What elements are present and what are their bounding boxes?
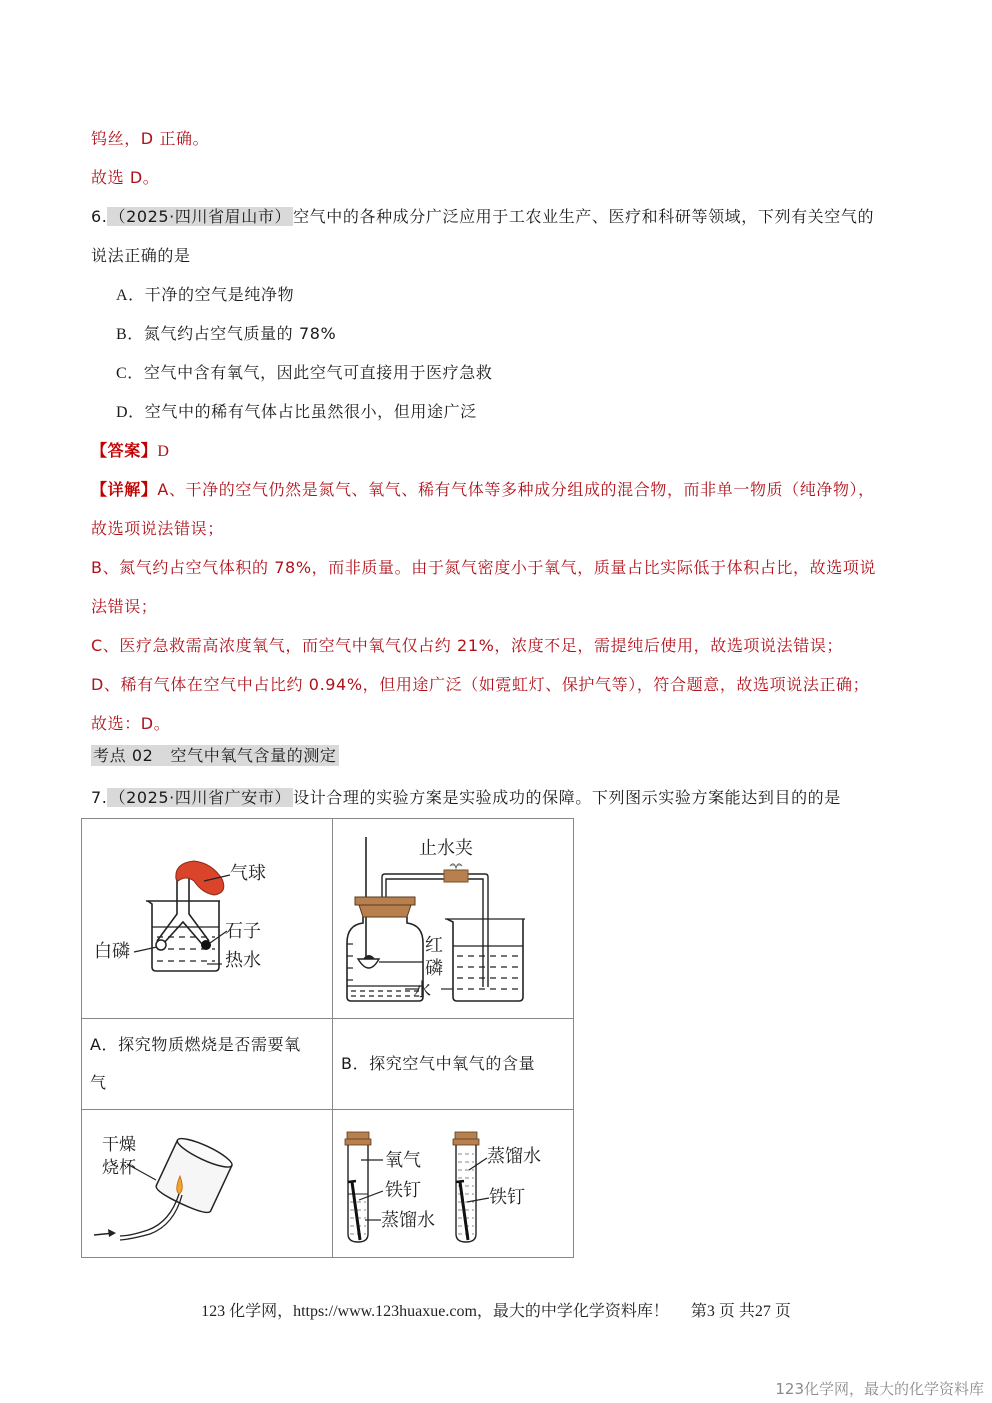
label-dry-1: 干燥: [102, 1135, 136, 1155]
stopper-icon: [355, 897, 415, 905]
detail-line-3: B、氮气约占空气体积的 78%，而非质量。由于氮气密度小于氧气，质量占比实际低于体积占比，故选项说: [91, 558, 877, 577]
option-b-cell: [333, 1019, 574, 1110]
detail-line-5: C、医疗急救需高浓度氧气，而空气中氧气仅占约 21%，浓度不足，需提纯后使用，故选项说法错误；: [91, 636, 844, 655]
page-number: 第3 页 共27 页: [690, 1303, 791, 1320]
prev-conclusion-line: 故选 D。: [91, 168, 160, 187]
experiment-table: [81, 818, 574, 1258]
question-6-stem-line-2: 说法正确的是: [91, 246, 191, 265]
detail-line-4: 法错误；: [91, 597, 158, 616]
page-footer: [0, 1298, 992, 1321]
answer-value: D: [157, 443, 170, 460]
label-clamp: 止水夹: [419, 838, 473, 859]
option-c: C．空气中含有氧气，因此空气可直接用于医疗急救: [116, 363, 493, 382]
question-number: 6.: [91, 207, 108, 226]
iron-nail-icon: [460, 1182, 468, 1240]
detail-line-2: 故选项说法错误；: [91, 519, 224, 538]
white-phosphorus-icon: [156, 940, 166, 950]
option-b-text: B．探究空气中氧气的含量: [341, 1054, 536, 1073]
clamp-icon: [444, 870, 468, 882]
option-a: A．干净的空气是纯净物: [116, 285, 295, 304]
watermark: 123化学网，最大的化学资料库: [775, 1380, 984, 1398]
answer-tag: 【答案】: [91, 441, 158, 460]
label-water: 水: [413, 980, 431, 1001]
label-nail-2: 铁钉: [489, 1187, 525, 1208]
prev-explanation-line: 钨丝，D 正确。: [91, 129, 210, 148]
label-hot-water: 热水: [225, 950, 261, 971]
footer-site-text: 123 化学网，https://www.123huaxue.com，最大的中学化学资料库！: [201, 1303, 669, 1320]
section-title: 空气中氧气含量的测定: [170, 746, 337, 765]
iron-nail-icon: [352, 1182, 360, 1240]
label-white-phosphorus: 白磷: [94, 941, 130, 962]
stone-icon: [201, 940, 211, 950]
detail-tag: 【详解】: [91, 480, 158, 499]
label-red-phosphorus-2: 磷: [425, 958, 443, 979]
option-a-cell: [82, 1019, 333, 1110]
option-a-text-line-2: 气: [90, 1073, 107, 1092]
question-7-stem: [91, 787, 841, 809]
detail-line-7: 故选：D。: [91, 714, 171, 733]
detail-line-1: 【详解】A、干净的空气仍然是氮气、氧气、稀有气体等多种成分组成的混合物，而非单一物质（纯净物），: [91, 480, 875, 499]
question-source: （2025·四川省广安市）: [109, 788, 292, 807]
label-red-phosphorus-1: 红: [425, 935, 443, 956]
label-oxygen: 氧气: [385, 1150, 421, 1171]
section-heading: [91, 745, 339, 767]
section-label: 考点 02: [93, 746, 154, 765]
label-water-2: 蒸馏水: [487, 1146, 541, 1167]
detail-line-6: D、稀有气体在空气中占比约 0.94%，但用途广泛（如霓虹灯、保护气等），符合题意，故选项说法正确；: [91, 675, 870, 694]
label-nail-1: 铁钉: [385, 1180, 421, 1201]
figure-a-cell: [82, 819, 333, 1019]
red-phosphorus-icon: [363, 955, 375, 959]
label-stone: 石子: [225, 921, 261, 942]
label-balloon: 气球: [230, 863, 266, 884]
figure-c-dry-beaker-setup: [82, 1110, 332, 1253]
arrow-icon: [108, 1229, 116, 1237]
question-source: （2025·四川省眉山市）: [109, 207, 292, 226]
figure-d-iron-rust-setup: [333, 1110, 573, 1253]
figure-c-cell: [82, 1110, 333, 1258]
label-water-1: 蒸馏水: [381, 1210, 435, 1231]
label-dry-2: 烧杯: [102, 1158, 136, 1178]
option-b: B．氮气约占空气质量的 78%: [116, 324, 337, 343]
figure-b-oxygen-measurement-setup: [333, 819, 573, 1014]
figure-a-combustion-setup: [82, 819, 332, 1014]
question-number: 7.: [91, 788, 108, 807]
option-a-text-line-1: A．探究物质燃烧是否需要氧: [90, 1035, 301, 1054]
question-stem: 设计合理的实验方案是实验成功的保障。下列图示实验方案能达到目的的是: [293, 788, 841, 807]
figure-d-cell: [333, 1110, 574, 1258]
question-stem: 空气中的各种成分广泛应用于工农业生产、医疗和科研等领域，下列有关空气的: [293, 207, 875, 226]
option-d: D．空气中的稀有气体占比虽然很小，但用途广泛: [116, 402, 477, 421]
question-6-stem-line-1: [91, 206, 874, 228]
answer-line: [91, 440, 170, 463]
figure-b-cell: [333, 819, 574, 1019]
